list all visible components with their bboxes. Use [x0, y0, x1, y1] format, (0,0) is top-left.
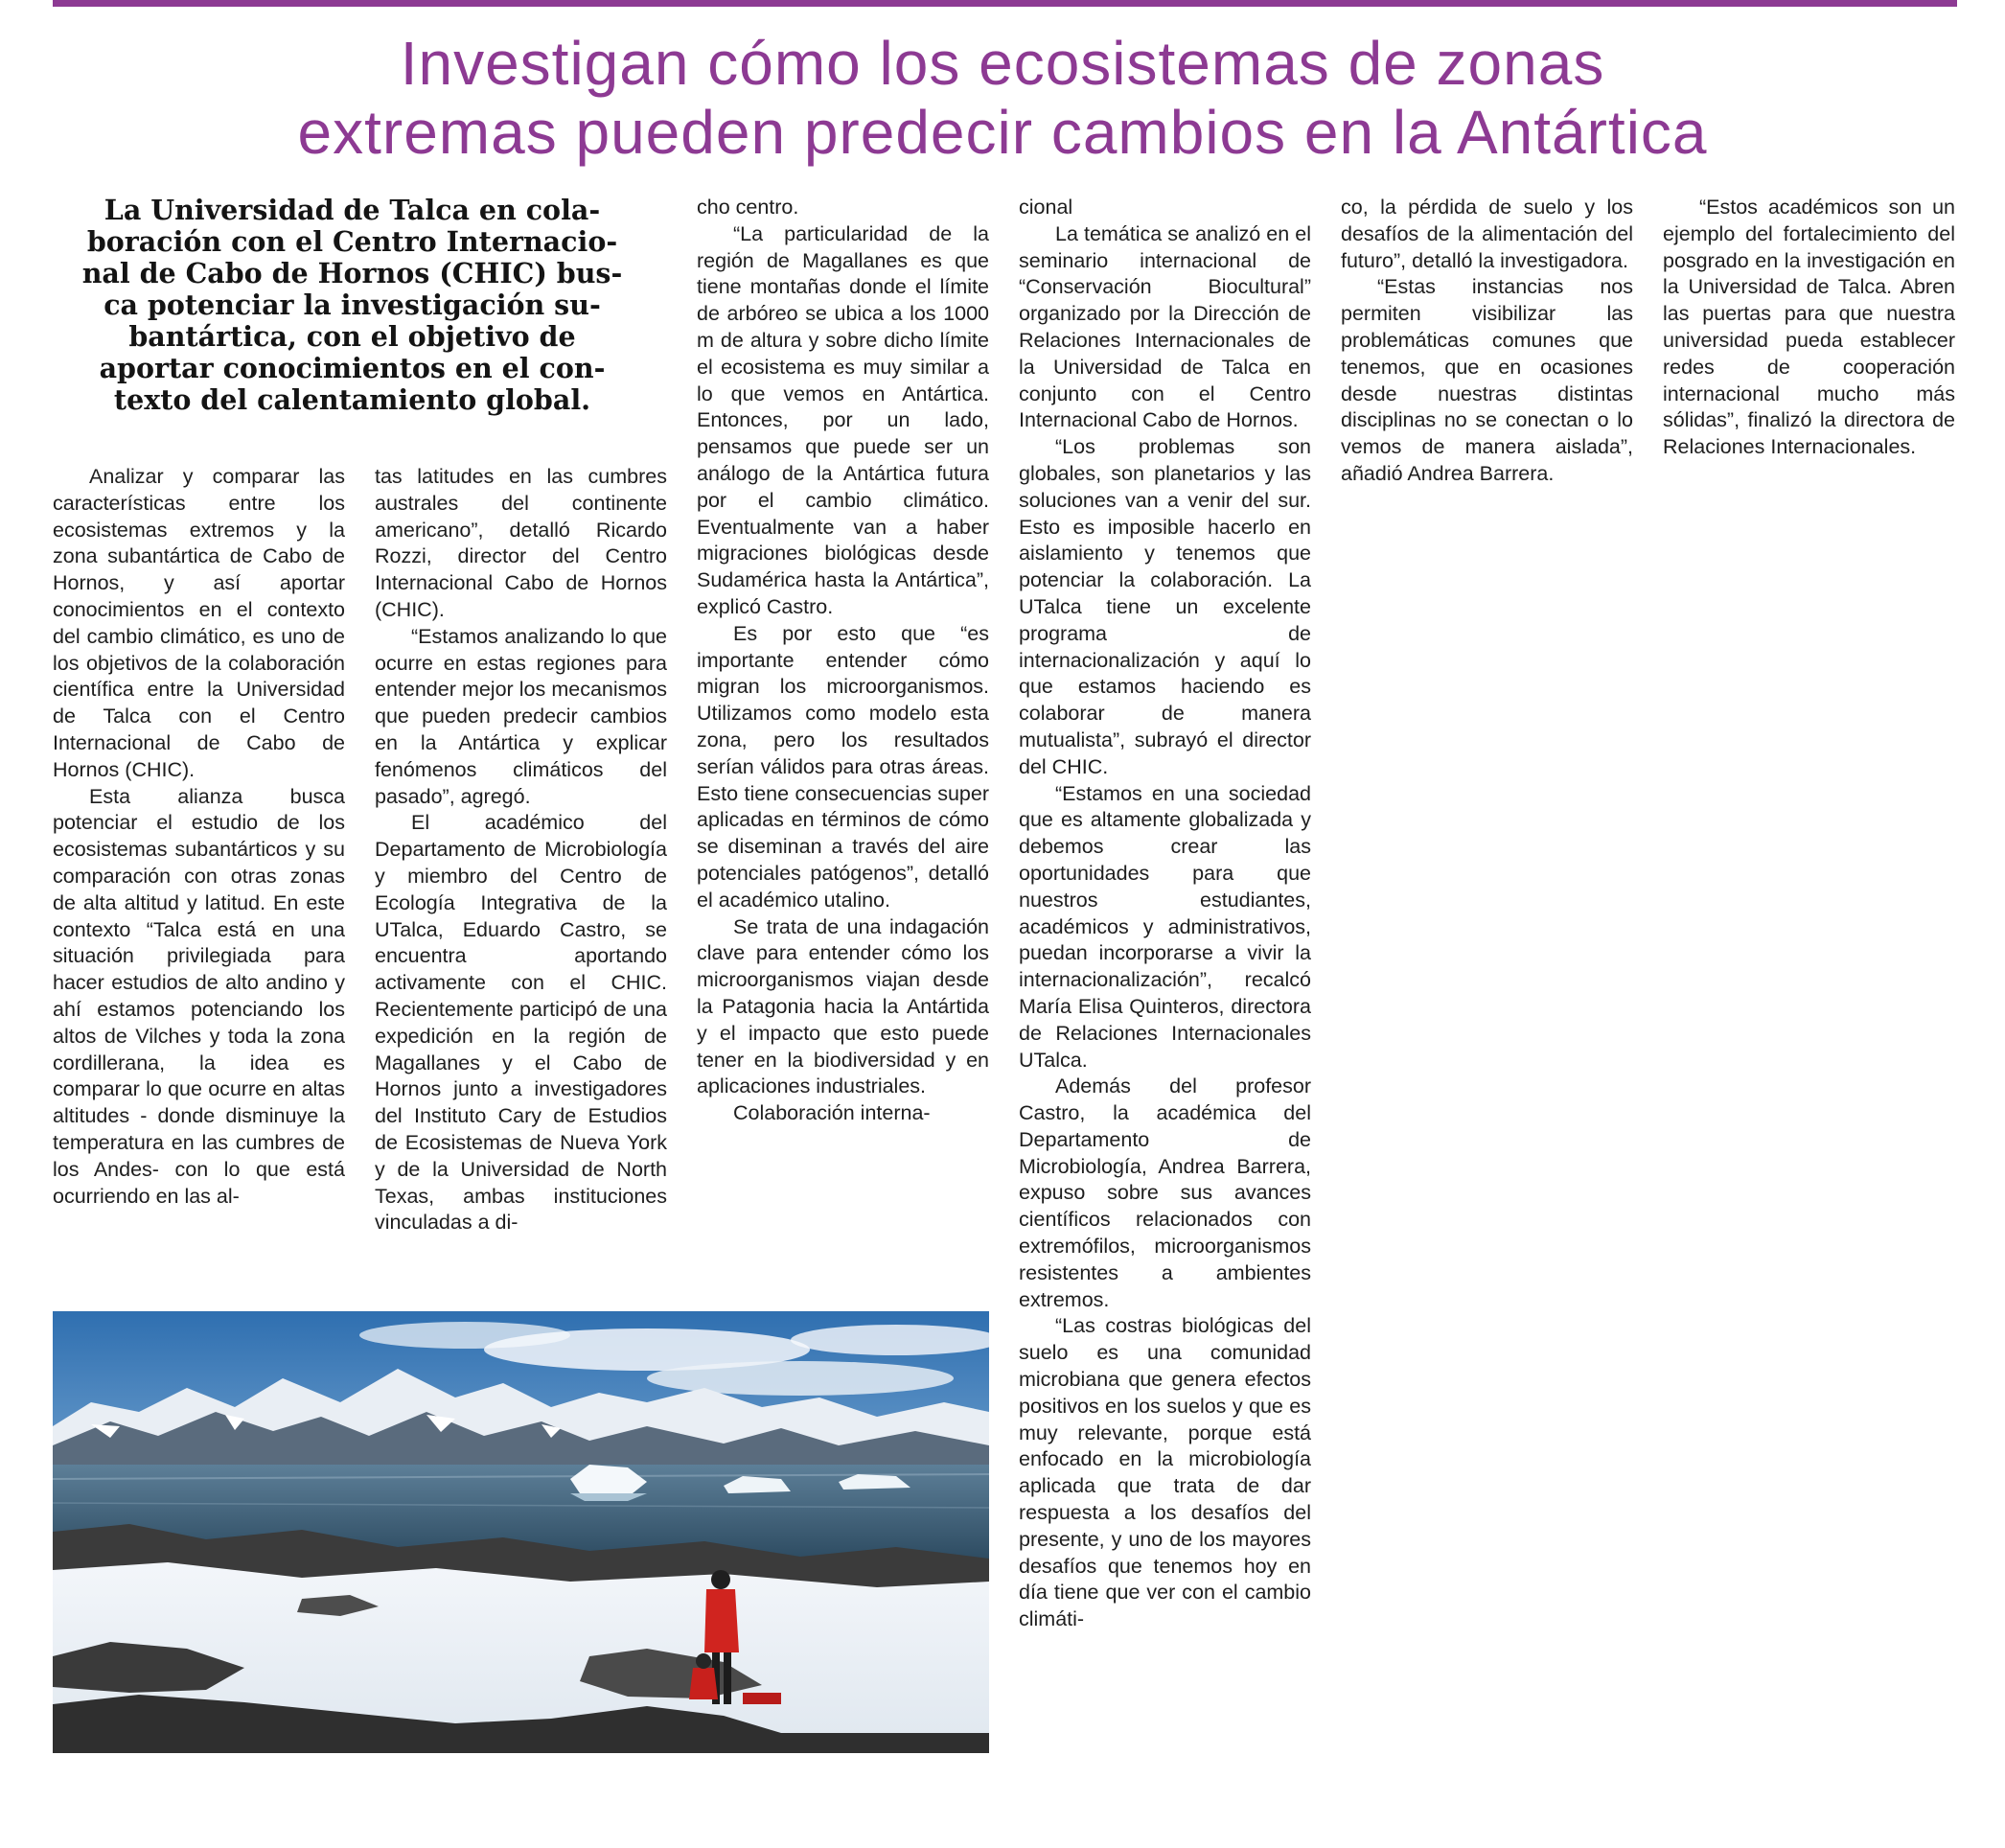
body-paragraph: “Estamos analizando lo que ocurre en estas regiones para entender mejor los mecanismos que pueden predecir cambios en la Antártica y explicar fenómenos climáticos del pasado”, agregó.	[375, 624, 667, 808]
article-column-4	[1019, 195, 1311, 1633]
article-column-1	[53, 464, 345, 1210]
body-paragraph: El académico del Departamento de Microbiología y miembro del Centro de Ecología Integrativa de la UTalca, Eduardo Castro, se encuentra aportando activamente con el CHIC. Recientemente participó de una expedición en la región de Magallanes y el Cabo de Hornos junto a investigadores del Instituto Cary de Estudios de Ecosistemas de Nueva York y de la Universidad de North Texas, ambas instituciones vinculadas a di-	[375, 811, 667, 1235]
lead-line: boración con el Centro Internacio-	[86, 225, 618, 258]
lead-line: aportar conocimientos en el con-	[99, 352, 606, 384]
body-paragraph: co, la pérdida de suelo y los desafíos de la alimentación del futuro”, detalló la investigadora.	[1341, 196, 1633, 272]
body-paragraph: “La particularidad de la región de Magallanes es que tiene montañas donde el límite de arbóreo se ubica a los 1000 m de altura y sobre dicho límite el ecosistema es muy similar a lo que vemos en Antártica. Entonces, por un lado, pensamos que puede ser un análogo de la Antártica futura por el cambio climático. Eventualmente van a haber migraciones biológicas desde Sudamérica hasta la Antártica”, explicó Castro.	[697, 221, 989, 618]
article-column-5	[1341, 195, 1633, 488]
body-paragraph: tas latitudes en las cumbres australes del continente americano”, detalló Ricardo Rozzi, director del Centro Internacional Cabo de Hornos (CHIC).	[375, 465, 667, 621]
body-paragraph: “Estamos en una sociedad que es altamente globalizada y debemos crear las oportunidades para que nuestros estudiantes, académicos y administrativos, puedan incorporarse a vivir la internacionalización”, recalcó María Elisa Quinteros, directora de Relaciones Internacionales UTalca.	[1019, 781, 1311, 1072]
body-paragraph: cho centro.	[697, 196, 799, 219]
lead-line: La Universidad de Talca en cola-	[104, 194, 601, 226]
body-paragraph: La temática se analizó en el seminario internacional de “Conservación Biocultural” organizado por la Dirección de Relaciones Internacionales de la Universidad de Talca en conjunto con el Centro Internacional Cabo de Hornos.	[1019, 221, 1311, 432]
article-column-3	[697, 195, 989, 1127]
subheading: Colaboración interna-	[733, 1101, 931, 1125]
subheading: cional	[1019, 196, 1073, 219]
article-column-2	[375, 464, 667, 1236]
body-paragraph: “Estos académicos son un ejemplo del fortalecimiento del posgrado en la investigación en la Universidad de Talca. Abren las puertas para que nuestra universidad pueda establecer redes de cooperación internacional mucho más sólidas”, finalizó la directora de Relaciones Internacionales.	[1663, 196, 1955, 459]
headline	[38, 29, 1967, 167]
body-paragraph: “Estas instancias nos permiten visibilizar las problemáticas comunes que tenemos, que en ocasiones desde nuestras distintas disciplinas no se conectan o lo vemos de manera aislada”, añadió Andrea Barrera.	[1341, 275, 1633, 485]
lead-line: ca potenciar la investigación su-	[104, 289, 601, 321]
body-paragraph: Además del profesor Castro, la académica del Departamento de Microbiología, Andrea Barrera, expuso sobre sus avances científicos relacionados con extremófilos, microorganismos resistentes a ambientes extremos.	[1019, 1074, 1311, 1311]
body-paragraph: Analizar y comparar las características entre los ecosistemas extremos y la zona subantártica de Cabo de Hornos, y así aportar conocimientos en el contexto del cambio climático, es uno de los objetivos de la colaboración científica entre la Universidad de Talca con el Centro Internacional de Cabo de Hornos (CHIC).	[53, 465, 345, 781]
body-paragraph: Es por esto que “es importante entender cómo migran los microorganismos. Utilizamos como modelo esta zona, pero los resultados serían válidos para otras áreas. Esto tiene consecuencias super aplicadas en términos de cómo se diseminan a través del aire potenciales patógenos”, detalló el académico utalino.	[697, 621, 989, 912]
headline-line-2: extremas pueden predecir cambios en la Antártica	[297, 98, 1708, 167]
lead-line: nal de Cabo de Hornos (CHIC) bus-	[81, 257, 623, 289]
body-paragraph: “Los problemas son globales, son planetarios y las soluciones van a venir del sur. Esto es imposible hacerlo en aislamiento y tenemos que potenciar la colaboración. La UTalca tiene un excelente programa de internacionalización y aquí lo que estamos haciendo es colaborar de manera mutualista”, subrayó el director del CHIC.	[1019, 435, 1311, 778]
top-rule	[53, 0, 1957, 7]
lead-line: texto del calentamiento global.	[113, 383, 591, 416]
headline-line-1: Investigan cómo los ecosistemas de zonas	[400, 29, 1605, 98]
body-paragraph: Se trata de una indagación clave para entender cómo los microorganismos viajan desde la Patagonia hacia la Antártida y el impacto que esto puede tener en la biodiversidad y en aplicaciones industriales.	[697, 914, 989, 1098]
lead-line: bantártica, con el objetivo de	[128, 320, 576, 353]
antarctic-landscape-photo	[53, 1311, 989, 1753]
body-paragraph: “Las costras biológicas del suelo es una comunidad microbiana que genera efectos positivos en los suelos y que es muy relevante, porque está enfocado en la microbiología aplicada que trata de dar respuesta a los desafíos del presente, y uno de los mayores desafíos que tenemos hoy en día tiene que ver con el cambio climáti-	[1019, 1314, 1311, 1631]
body-paragraph: Esta alianza busca potenciar el estudio de los ecosistemas subantárticos y su comparación con otras zonas de alta altitud y latitud. En este contexto “Talca está en una situación privilegiada para hacer estudios de alto andino y ahí estamos potenciando los altos de Vilches y toda la zona cordillerana, la idea es comparar lo que ocurre en altas altitudes - donde disminuye la temperatura en las cumbres de los Andes- con lo que está ocurriendo en las al-	[53, 784, 345, 1208]
lead-paragraph	[53, 195, 652, 416]
article-column-6	[1663, 195, 1955, 461]
